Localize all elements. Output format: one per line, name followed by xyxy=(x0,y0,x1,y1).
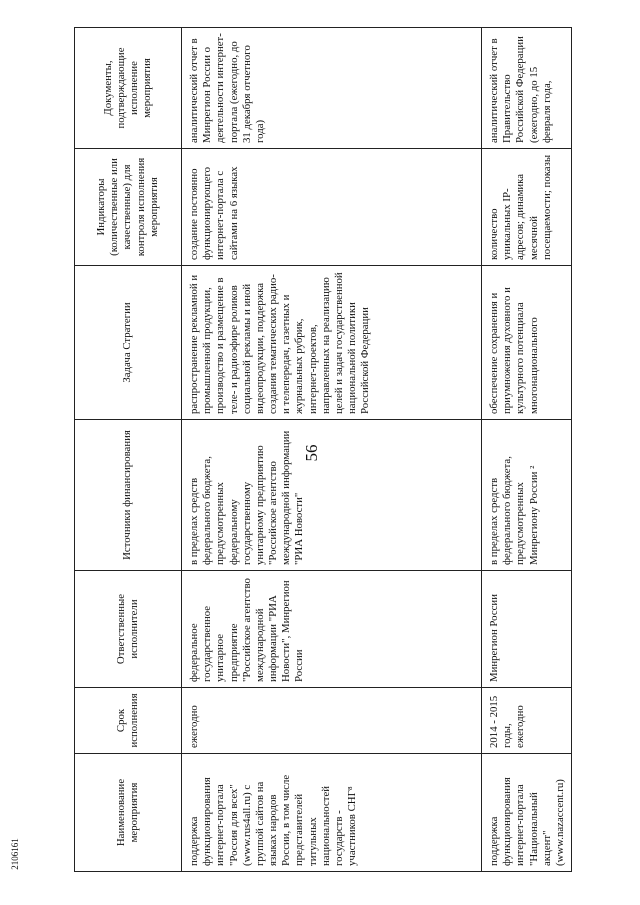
cell-term: ежегодно xyxy=(182,688,482,754)
cell-documents: аналитический отчет в Правительство Российской Федерации (ежегодно, до 15 февраля года, xyxy=(482,28,572,149)
cell-task: обеспечение сохранения и приумножения духовного и культурного потенциала многонационального xyxy=(482,266,572,420)
cell-task: распространение рекламной и промышленной продукции, производство и размещение в теле- и радиоэфире роликов социальной рекламы и иной видеопродукции, поддержка создания тематических радио- и телепередач, газетных и журнальных рубрик, интернет-проектов, направленных на реализацию целей и задач государственной национальной политики Российской Федерации xyxy=(182,266,482,420)
cell-executors: Минрегион России xyxy=(482,571,572,688)
cell-indicators: количество уникальных IP-адресов; динамика месячной посещаемости; показы xyxy=(482,149,572,266)
header-funding: Источники финансирования xyxy=(75,420,182,571)
rotated-table-container xyxy=(74,28,570,872)
cell-executors: федеральное государственное унитарное предприятие "Российское агентство международной информации "РИА Новости", Минрегион России xyxy=(182,571,482,688)
page-number-text: 56 xyxy=(302,444,321,462)
cell-funding: в пределах средств федерального бюджета, предусмотренных федеральному государственному унитарному предприятию "Российское агентство международной информации "РИА Новости" xyxy=(182,420,482,571)
document-code xyxy=(8,822,22,886)
header-row xyxy=(75,28,182,872)
header-task: Задача Стратегии xyxy=(75,266,182,420)
header-documents: Документы, подтверждающие исполнение мероприятия xyxy=(75,28,182,149)
cell-name: поддержка функционирования интернет-портала "Национальный акцент" (www.nazaccent.ru) xyxy=(482,754,572,872)
table-row xyxy=(482,28,572,872)
document-code-text: 2106161 xyxy=(10,838,20,870)
header-name: Наименование мероприятия xyxy=(75,754,182,872)
table-row xyxy=(182,28,482,872)
header-indicators: Индикаторы (количественные или качественные) для контроля исполнения мероприятия xyxy=(75,149,182,266)
cell-name: поддержка функционирования интернет-портала "Россия для всех" (www.rus4all.ru) с группой сайтов на языках народов России, в том числе представителей титульных национальностей государств - участников СНГ⁸ xyxy=(182,754,482,872)
measures-table xyxy=(74,27,572,872)
cell-indicators: создание постоянно функционирующего интернет-портала с сайтами на 6 языках xyxy=(182,149,482,266)
cell-term: 2014 - 2015 годы, ежегодно xyxy=(482,688,572,754)
header-executors: Ответственные исполнители xyxy=(75,571,182,688)
cell-funding: в пределах средств федерального бюджета, предусмотренных Минрегиону России ² xyxy=(482,420,572,571)
cell-documents: аналитический отчет в Минрегион России о деятельности интернет-портала (ежегодно, до 31 декабря отчетного года) xyxy=(182,28,482,149)
header-term: Срок исполнения xyxy=(75,688,182,754)
